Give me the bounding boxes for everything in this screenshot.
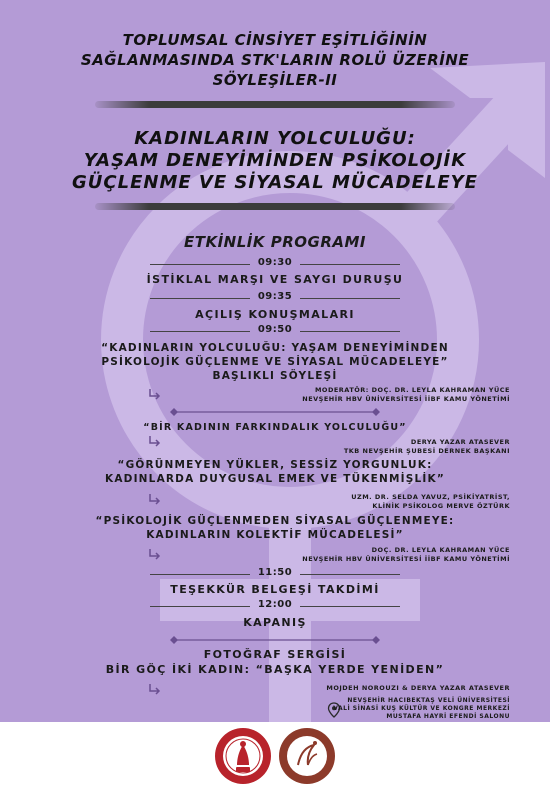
speaker-2-affiliation: TKB NEVŞEHİR ŞUBESİ DERNEK BAŞKANI bbox=[343, 447, 510, 455]
partner-organization-logo bbox=[278, 727, 336, 785]
speaker-2 bbox=[344, 438, 510, 456]
venue-line-3: MUSTAFA HAYRİ EFENDİ SALONU bbox=[386, 713, 510, 720]
talk-4-line-2: KADINLARIN KOLEKTİF MÜCADELESİ” bbox=[146, 529, 404, 541]
arrow-bullet-icon bbox=[148, 388, 162, 402]
turk-kadinlar-birligi-logo bbox=[214, 727, 272, 785]
arrow-bullet-icon bbox=[148, 493, 162, 507]
venue-line-1: NEVŞEHİR HACIBEKTAŞ VELİ ÜNİVERSİTESİ bbox=[347, 697, 510, 704]
exhibition bbox=[0, 647, 550, 677]
title-line-1: TOPLUMSAL CİNSİYET EŞİTLİĞİNİN bbox=[122, 31, 428, 49]
moderator-info bbox=[302, 386, 510, 404]
event-series-title bbox=[0, 30, 550, 90]
event-subtitle bbox=[0, 128, 550, 194]
subtitle-underline bbox=[95, 203, 455, 210]
talk-3-line-1: “GÖRÜNMEYEN YÜKLER, SESSİZ YORGUNLUK: bbox=[117, 459, 433, 471]
item-certificates: TEŞEKKÜR BELGEŞİ TAKDİMİ bbox=[170, 583, 380, 596]
talk-main bbox=[0, 341, 550, 383]
subtitle-line-1: KADINLARIN YOLCULUĞU: bbox=[134, 128, 416, 149]
moderator-name: MODERATÖR: DOÇ. DR. LEYLA KAHRAMAN YÜCE bbox=[314, 386, 510, 394]
talk-main-line-1: “KADINLARIN YOLCULUĞU: YAŞAM DENEYİMİNDEN bbox=[101, 342, 449, 354]
exhibition-title: FOTOĞRAF SERGİSİ bbox=[203, 648, 347, 661]
item-opening: AÇILIŞ KONUŞMALARI bbox=[195, 308, 355, 321]
moderator-affiliation: NEVŞEHİR HBV ÜNİVERSİTESİ İİBF KAMU YÖNETİMİ bbox=[302, 395, 510, 403]
speaker-4-affiliation: NEVŞEHİR HBV ÜNİVERSİTESİ İİBF KAMU YÖNETİMİ bbox=[302, 555, 510, 563]
arrow-bullet-icon bbox=[148, 435, 162, 449]
speaker-2-name: DERYA YAZAR ATASEVER bbox=[410, 438, 510, 446]
time-1150: 11:50 bbox=[257, 567, 293, 578]
speaker-3 bbox=[351, 493, 510, 511]
footer bbox=[0, 722, 550, 797]
speaker-4 bbox=[302, 546, 510, 564]
time-0935: 09:35 bbox=[257, 291, 293, 302]
time-0950: 09:50 bbox=[257, 324, 293, 335]
item-closing: KAPANIŞ bbox=[243, 616, 307, 629]
item-anthem: İSTİKLAL MARŞI VE SAYGI DURUŞU bbox=[146, 273, 404, 286]
talk-3-line-2: KADINLARDA DUYGUSAL EMEK VE TÜKENMİŞLİK” bbox=[105, 473, 445, 485]
speaker-3-name: UZM. DR. SELDA YAVUZ, PSİKİYATRİST, bbox=[351, 493, 510, 501]
diamond-separator bbox=[170, 408, 380, 416]
talk-invisible-burdens bbox=[0, 458, 550, 486]
arrow-bullet-icon bbox=[148, 548, 162, 562]
talk-4-line-1: “PSİKOLOJİK GÜÇLENMEDEN SİYASAL GÜÇLENMEYE: bbox=[95, 515, 455, 527]
talk-main-line-3: BAŞLIKLI SÖYLEŞİ bbox=[212, 370, 338, 382]
subtitle-line-3: GÜÇLENME VE SİYASAL MÜCADELEYE bbox=[72, 172, 478, 193]
title-underline bbox=[95, 101, 455, 108]
subtitle-line-2: YAŞAM DENEYİMİNDEN PSİKOLOJİK bbox=[83, 150, 467, 171]
time-0930: 09:30 bbox=[257, 257, 293, 268]
program-heading: ETKİNLİK PROGRAMI bbox=[184, 233, 366, 251]
exhibition-artists: MOJDEH NOROUZI & DERYA YAZAR ATASEVER bbox=[326, 684, 510, 692]
talk-awareness: “BİR KADININ FARKINDALIK YOLCULUĞU” bbox=[143, 422, 407, 433]
venue-line-2: VALİ SİNASİ KUŞ KÜLTÜR VE KONGRE MERKEZİ bbox=[333, 705, 510, 712]
diamond-separator bbox=[170, 636, 380, 644]
exhibition-name: BİR GÖÇ İKİ KADIN: “BAŞKA YERDE YENİDEN” bbox=[105, 663, 445, 676]
title-line-2: SAĞLANMASINDA STK'LARIN ROLÜ ÜZERİNE bbox=[80, 51, 470, 69]
time-1200: 12:00 bbox=[257, 599, 293, 610]
talk-main-line-2: PSİKOLOJİK GÜÇLENME VE SİYASAL MÜCADELEYE” bbox=[101, 356, 449, 368]
title-line-3: SÖYLEŞİLER-II bbox=[212, 71, 338, 89]
speaker-4-name: DOÇ. DR. LEYLA KAHRAMAN YÜCE bbox=[371, 546, 510, 554]
speaker-3-role: KLİNİK PSİKOLOG MERVE ÖZTÜRK bbox=[372, 502, 510, 510]
venue bbox=[333, 697, 510, 721]
arrow-bullet-icon bbox=[148, 683, 162, 697]
talk-collective-struggle bbox=[0, 514, 550, 542]
